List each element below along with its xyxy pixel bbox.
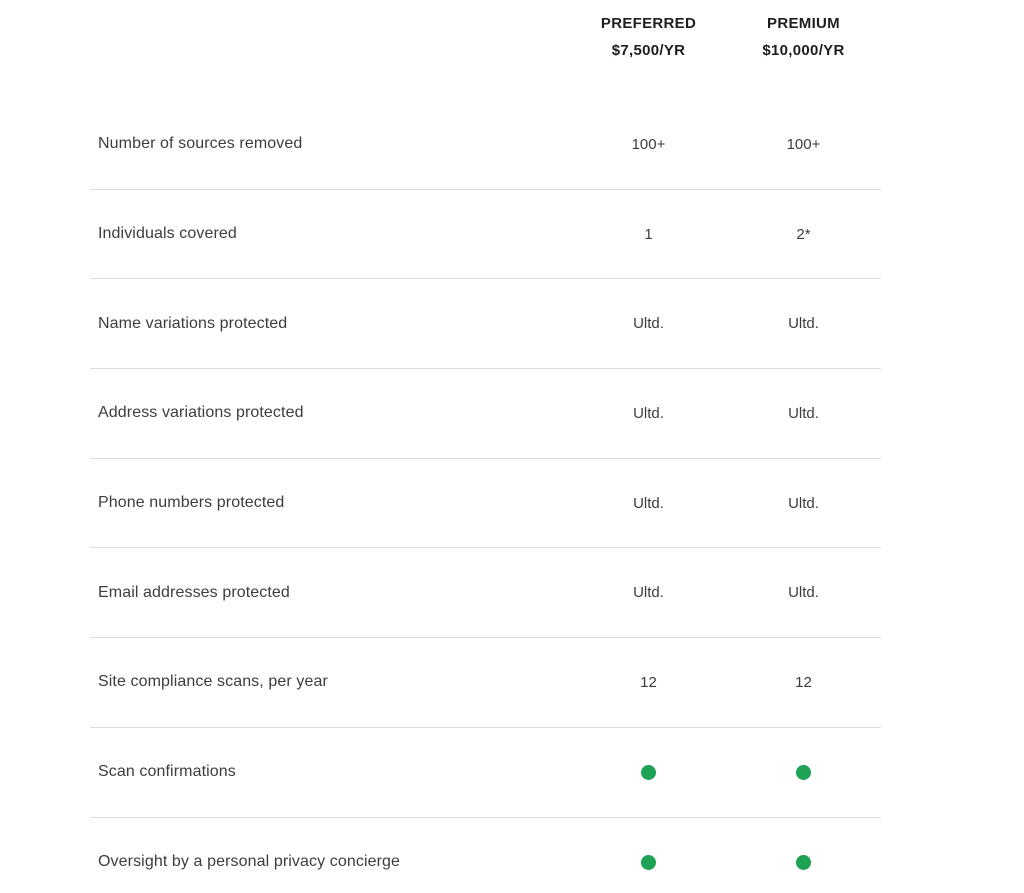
- feature-label: Address variations protected: [98, 404, 304, 422]
- included-dot: [796, 765, 811, 780]
- plan-name: PREMIUM: [767, 15, 840, 32]
- table-row: [90, 190, 881, 280]
- table-row: [90, 100, 881, 190]
- table-row: [90, 728, 881, 818]
- included-dot: [641, 855, 656, 870]
- premium-value: Ultd.: [788, 404, 819, 422]
- preferred-value: [571, 853, 726, 870]
- feature-label: Scan confirmations: [98, 763, 236, 781]
- plan-header-preferred: [571, 14, 726, 60]
- preferred-value: 100+: [631, 135, 666, 153]
- premium-value: [726, 853, 881, 870]
- plan-price: $10,000/YR: [762, 42, 845, 59]
- feature-rows: [90, 100, 881, 893]
- plan-price: $7,500/YR: [611, 42, 686, 59]
- table-row: [90, 818, 881, 893]
- feature-label: Site compliance scans, per year: [98, 673, 328, 691]
- table-row: [90, 279, 881, 369]
- feature-label: Oversight by a personal privacy concierge: [98, 852, 401, 870]
- feature-label: Individuals covered: [98, 225, 237, 243]
- preferred-value: Ultd.: [633, 494, 664, 512]
- preferred-value: Ultd.: [633, 315, 664, 333]
- preferred-value: 12: [640, 673, 657, 691]
- preferred-value: Ultd.: [633, 404, 664, 422]
- table-row: [90, 459, 881, 549]
- plan-name: PREFERRED: [600, 15, 697, 32]
- premium-value: 100+: [786, 135, 821, 153]
- preferred-value: 1: [644, 225, 653, 243]
- pricing-comparison-table: [90, 0, 881, 893]
- feature-label: Name variations protected: [98, 314, 288, 332]
- table-row: [90, 548, 881, 638]
- feature-label: Email addresses protected: [98, 583, 290, 601]
- premium-value: Ultd.: [788, 584, 819, 602]
- included-dot: [796, 855, 811, 870]
- table-row: [90, 369, 881, 459]
- plan-header-premium: [726, 14, 881, 60]
- premium-value: Ultd.: [788, 494, 819, 512]
- feature-label: Number of sources removed: [98, 135, 303, 153]
- preferred-value: [571, 764, 726, 781]
- feature-label: Phone numbers protected: [98, 494, 285, 512]
- premium-value: Ultd.: [788, 315, 819, 333]
- table-row: [90, 638, 881, 728]
- premium-value: 12: [795, 673, 812, 691]
- premium-value: [726, 764, 881, 781]
- premium-value: 2*: [796, 225, 811, 243]
- plan-header-row: [90, 0, 881, 100]
- included-dot: [641, 765, 656, 780]
- preferred-value: Ultd.: [633, 584, 664, 602]
